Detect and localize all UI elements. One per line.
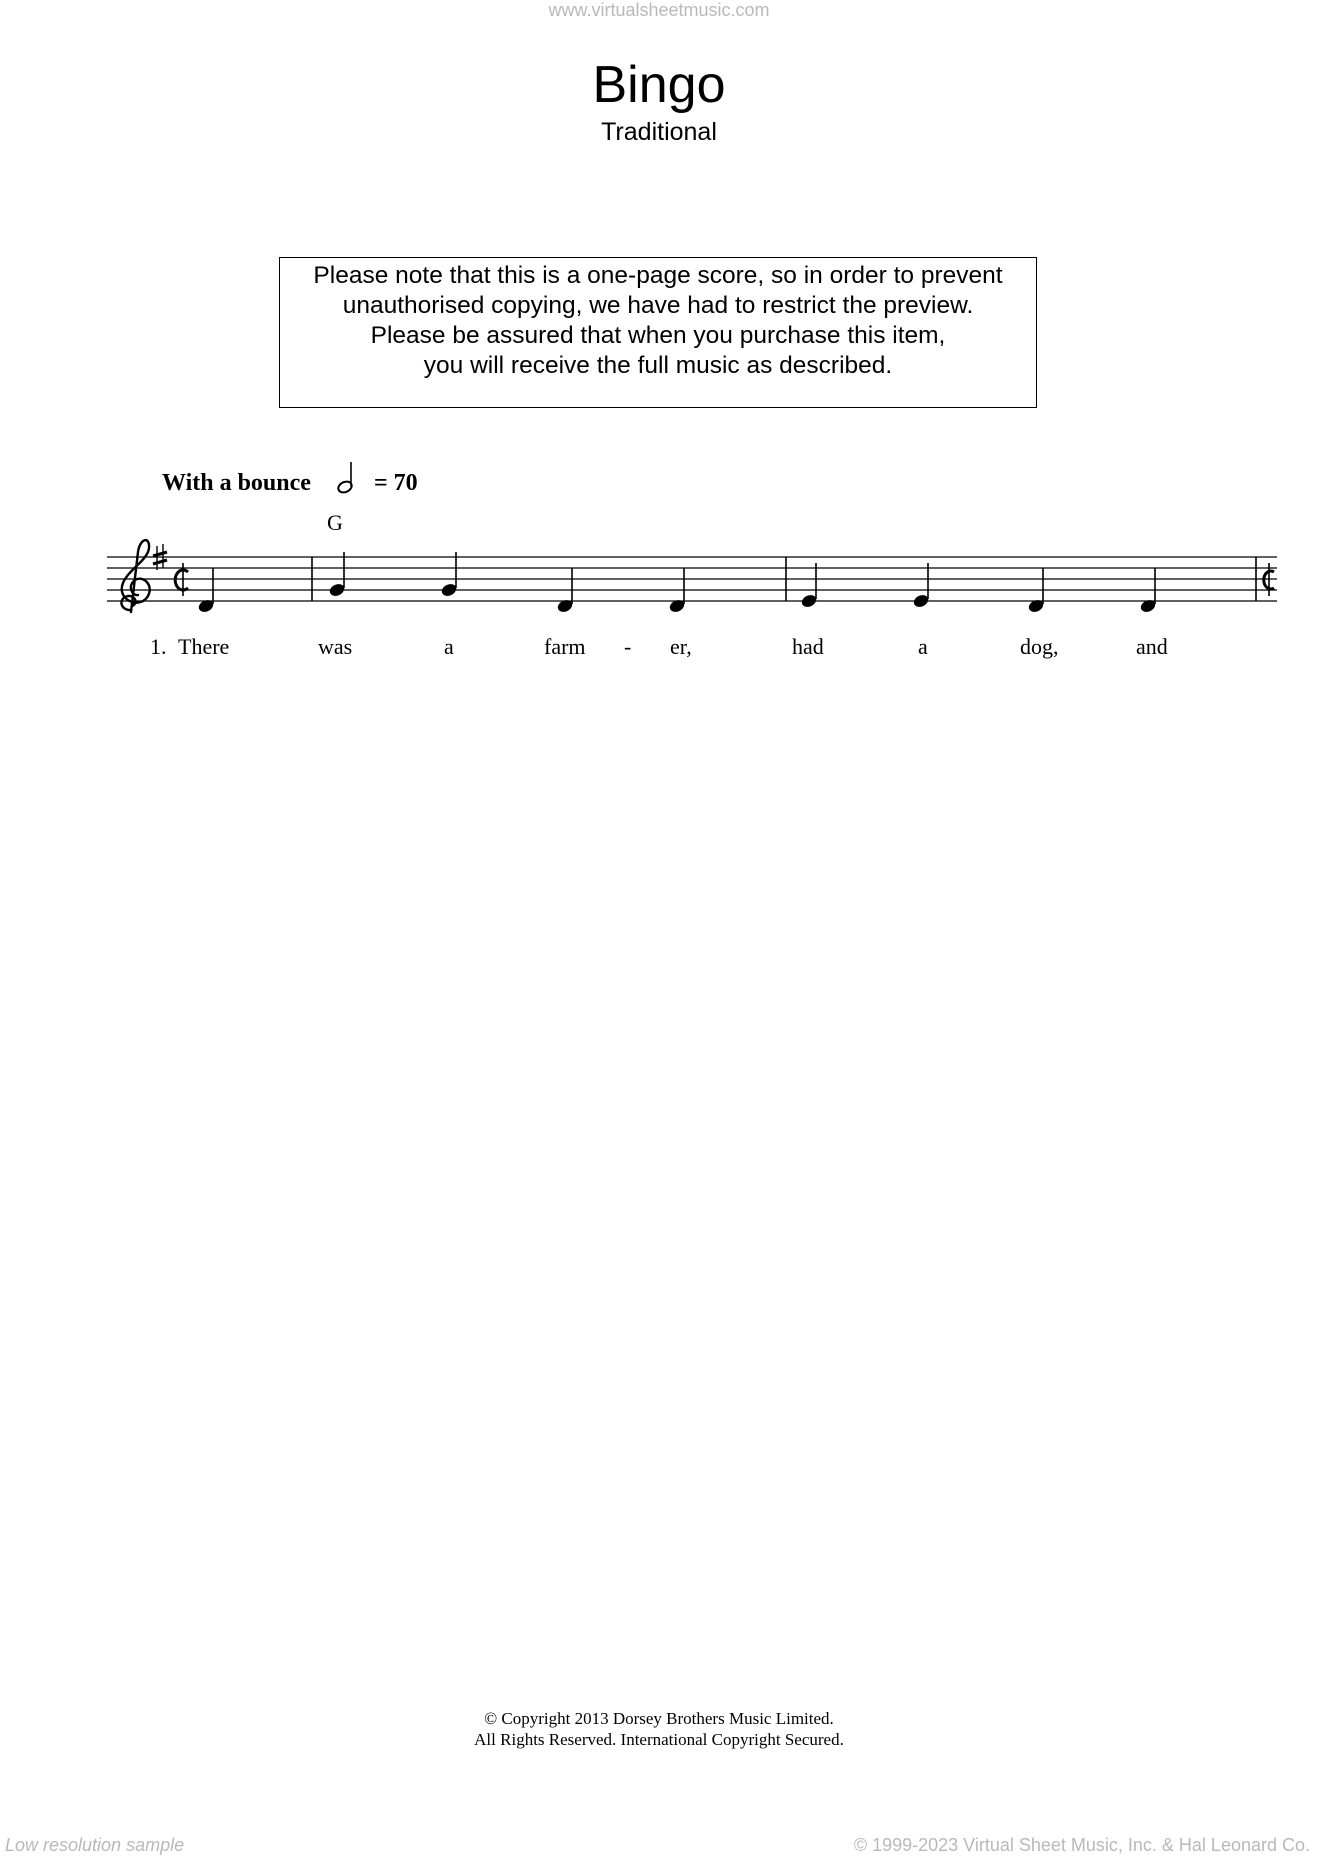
note [440,552,458,598]
tempo-text: With a bounce [162,470,311,496]
watermark-url: www.virtualsheetmusic.com [548,0,770,20]
lyric-syllable: a [918,634,928,659]
staff-lines [107,557,1277,601]
copyright-line: © Copyright 2013 Dorsey Brothers Music Limited. [484,1709,834,1728]
lyric-syllable: dog, [1020,634,1059,659]
note [668,568,686,614]
note [197,568,215,614]
score-composer: Traditional [601,118,717,146]
note [556,568,574,614]
score-title: Bingo [592,56,726,114]
tempo-value: = 70 [374,470,418,496]
music-staff [0,0,1318,700]
notice-line: Please note that this is a one-page score, so in order to prevent [313,262,1003,289]
notice-line: you will receive the full music as described. [423,352,893,379]
lyric-syllable: 1. [150,634,167,659]
lyric-syllable: was [318,634,353,659]
notice-line: unauthorised copying, we have had to restrict the preview. [342,292,974,319]
half-note-icon [337,462,354,494]
lyric-syllable: - [624,634,632,659]
copyright-notice [0,1708,1318,1750]
lyric-syllable: There [178,634,230,659]
lyric-syllable: farm [544,634,586,659]
lyric-syllable: er, [670,634,692,659]
footer-copyright: © 1999-2023 Virtual Sheet Music, Inc. & Hal Leonard Co. [853,1835,1310,1855]
lyric-syllable: a [444,634,454,659]
lyric-syllable: had [792,634,824,659]
low-resolution-label: Low resolution sample [5,1835,185,1855]
notice-line: Please be assured that when you purchase this item, [370,322,946,349]
note [328,552,346,598]
copyright-line: All Rights Reserved. International Copyright Secured. [474,1730,844,1749]
note [912,563,930,609]
chord-symbol: G [327,510,343,535]
lyric-syllable: and [1136,634,1168,659]
note [800,563,818,609]
note [1139,568,1157,614]
note [1027,568,1045,614]
